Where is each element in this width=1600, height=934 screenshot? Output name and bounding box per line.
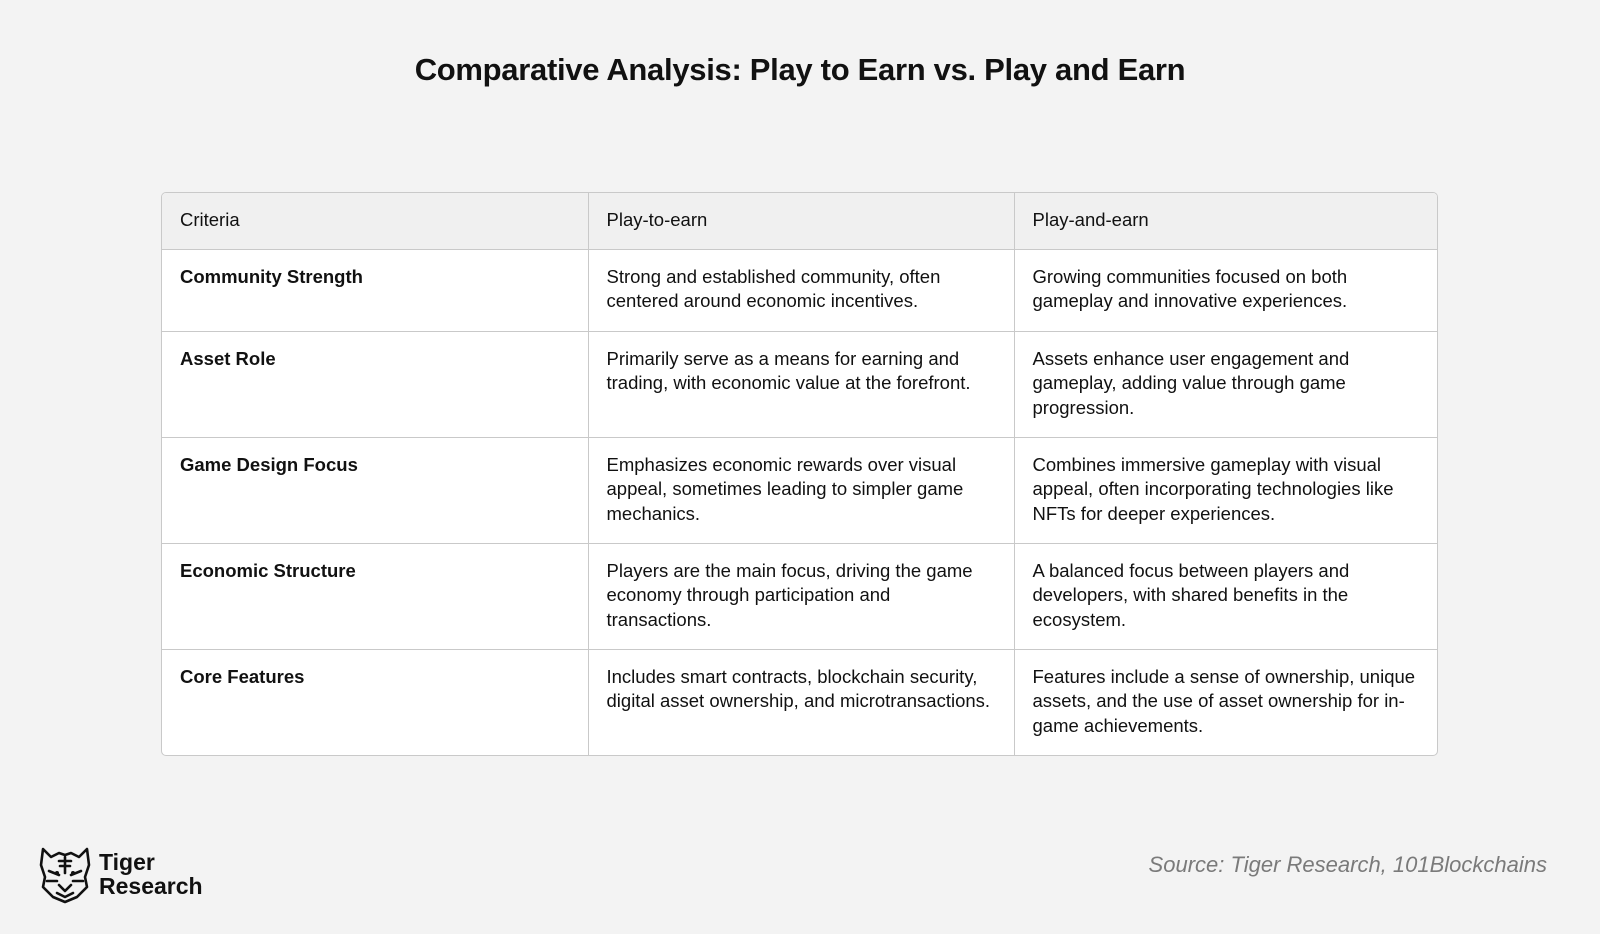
table-row xyxy=(162,437,1437,543)
brand-name-line1: Tiger xyxy=(99,849,155,875)
row-criteria: Core Features xyxy=(162,649,588,755)
row-play-to-earn: Primarily serve as a means for earning and trading, with economic value at the forefront. xyxy=(588,331,1014,437)
table-row xyxy=(162,543,1437,649)
row-criteria: Asset Role xyxy=(162,331,588,437)
row-criteria: Community Strength xyxy=(162,249,588,331)
row-play-to-earn: Players are the main focus, driving the game economy through participation and transactions. xyxy=(588,543,1014,649)
row-play-to-earn: Includes smart contracts, blockchain security, digital asset ownership, and microtransactions. xyxy=(588,649,1014,755)
page-title: Comparative Analysis: Play to Earn vs. Play and Earn xyxy=(414,52,1186,87)
header-play-to-earn: Play-to-earn xyxy=(588,193,1014,249)
brand-logo xyxy=(37,843,203,905)
table-row xyxy=(162,331,1437,437)
header-play-and-earn: Play-and-earn xyxy=(1014,193,1437,249)
row-play-to-earn: Strong and established community, often centered around economic incentives. xyxy=(588,249,1014,331)
row-play-and-earn: Growing communities focused on both gameplay and innovative experiences. xyxy=(1014,249,1437,331)
row-criteria: Economic Structure xyxy=(162,543,588,649)
row-play-and-earn: Combines immersive gameplay with visual appeal, often incorporating technologies like NFTs for deeper experiences. xyxy=(1014,437,1437,543)
comparison-table xyxy=(161,192,1438,756)
header-criteria: Criteria xyxy=(162,193,588,249)
source-note: Source: Tiger Research, 101Blockchains xyxy=(1148,852,1547,877)
tiger-logo-icon xyxy=(37,843,93,905)
table-row xyxy=(162,649,1437,755)
table-row xyxy=(162,249,1437,331)
row-criteria: Game Design Focus xyxy=(162,437,588,543)
brand-name-line2: Research xyxy=(99,873,203,899)
row-play-and-earn: Assets enhance user engagement and gameplay, adding value through game progression. xyxy=(1014,331,1437,437)
row-play-and-earn: Features include a sense of ownership, unique assets, and the use of asset ownership for in-game achievements. xyxy=(1032,665,1416,736)
row-play-to-earn: Emphasizes economic rewards over visual appeal, sometimes leading to simpler game mechanics. xyxy=(588,437,1014,543)
table-header-row xyxy=(162,193,1437,249)
row-play-and-earn: A balanced focus between players and developers, with shared benefits in the ecosystem. xyxy=(1014,543,1437,649)
